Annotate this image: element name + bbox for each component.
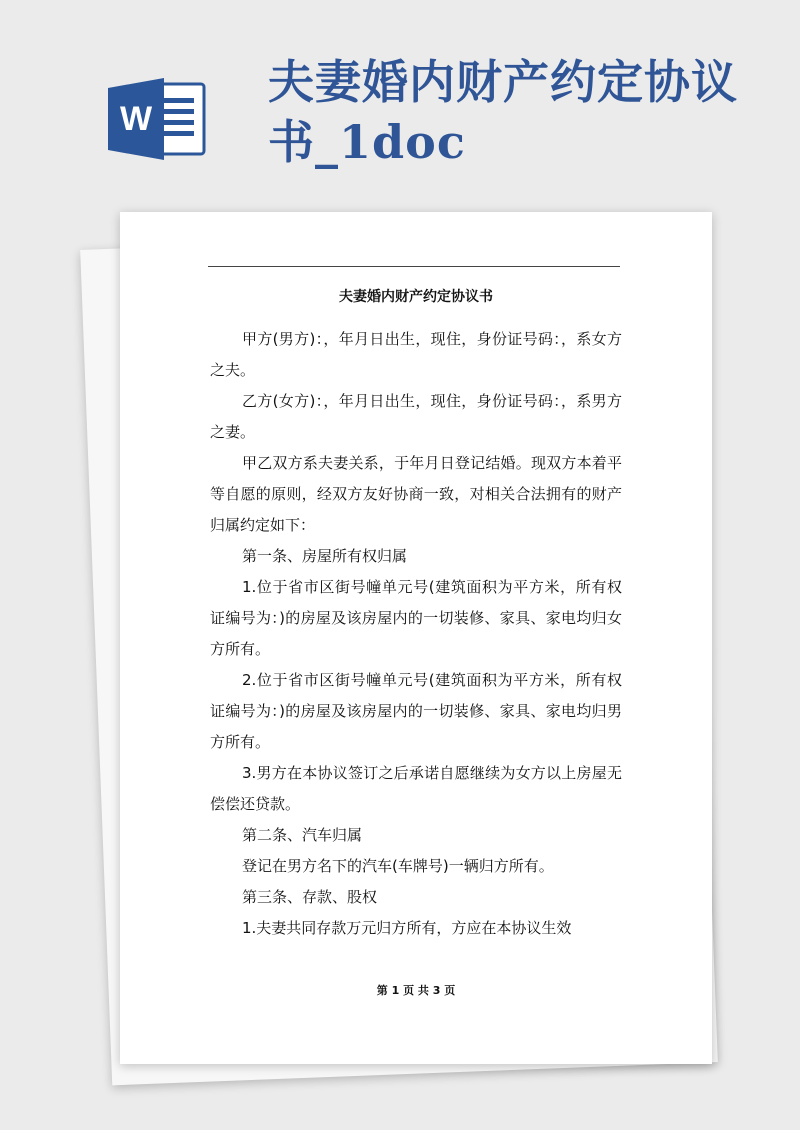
paragraph-article-2-item: 登记在男方名下的汽车(车牌号)一辆归方所有。 [242, 857, 554, 875]
paragraph-article-1-heading: 第一条、房屋所有权归属 [242, 547, 408, 565]
header-banner [0, 0, 800, 200]
paragraph-intro: 甲乙双方系夫妻关系，于年月日登记结婚。现双方本着平等自愿的原则，经双方友好协商一致，对相关合法拥有的财产归属约定如下： [210, 454, 622, 534]
paragraph-party-a: 甲方(男方)：，年月日出生，现住，身份证号码：，系女方之夫。 [210, 330, 622, 379]
document-page [120, 212, 712, 1064]
paragraph-article-1-item-3: 3.男方在本协议签订之后承诺自愿继续为女方以上房屋无偿偿还贷款。 [210, 764, 622, 813]
paragraph-article-3-item-1: 1.夫妻共同存款万元归方所有，方应在本协议生效 [242, 919, 572, 937]
paragraph-article-1-item-2: 2.位于省市区街号幢单元号(建筑面积为平方米，所有权证编号为：)的房屋及该房屋内的一切装修、家具、家电均归男方所有。 [210, 671, 622, 751]
paragraph-article-1-item-1: 1.位于省市区街号幢单元号(建筑面积为平方米，所有权证编号为：)的房屋及该房屋内的一切装修、家具、家电均归女方所有。 [210, 578, 622, 658]
paragraph-party-b: 乙方(女方)：，年月日出生，现住，身份证号码：，系男方之妻。 [210, 392, 622, 441]
page-title: 夫妻婚内财产约定协议书_1doc [268, 55, 738, 169]
document-title: 夫妻婚内财产约定协议书 [339, 289, 493, 305]
page-number: 第 1 页 共 3 页 [376, 984, 456, 997]
document-body [210, 324, 622, 944]
word-document-icon [108, 78, 208, 160]
word-icon-letter: W [119, 100, 153, 138]
paragraph-article-3-heading: 第三条、存款、股权 [242, 888, 378, 906]
header-rule [208, 266, 620, 267]
paragraph-article-2-heading: 第二条、汽车归属 [242, 826, 363, 844]
